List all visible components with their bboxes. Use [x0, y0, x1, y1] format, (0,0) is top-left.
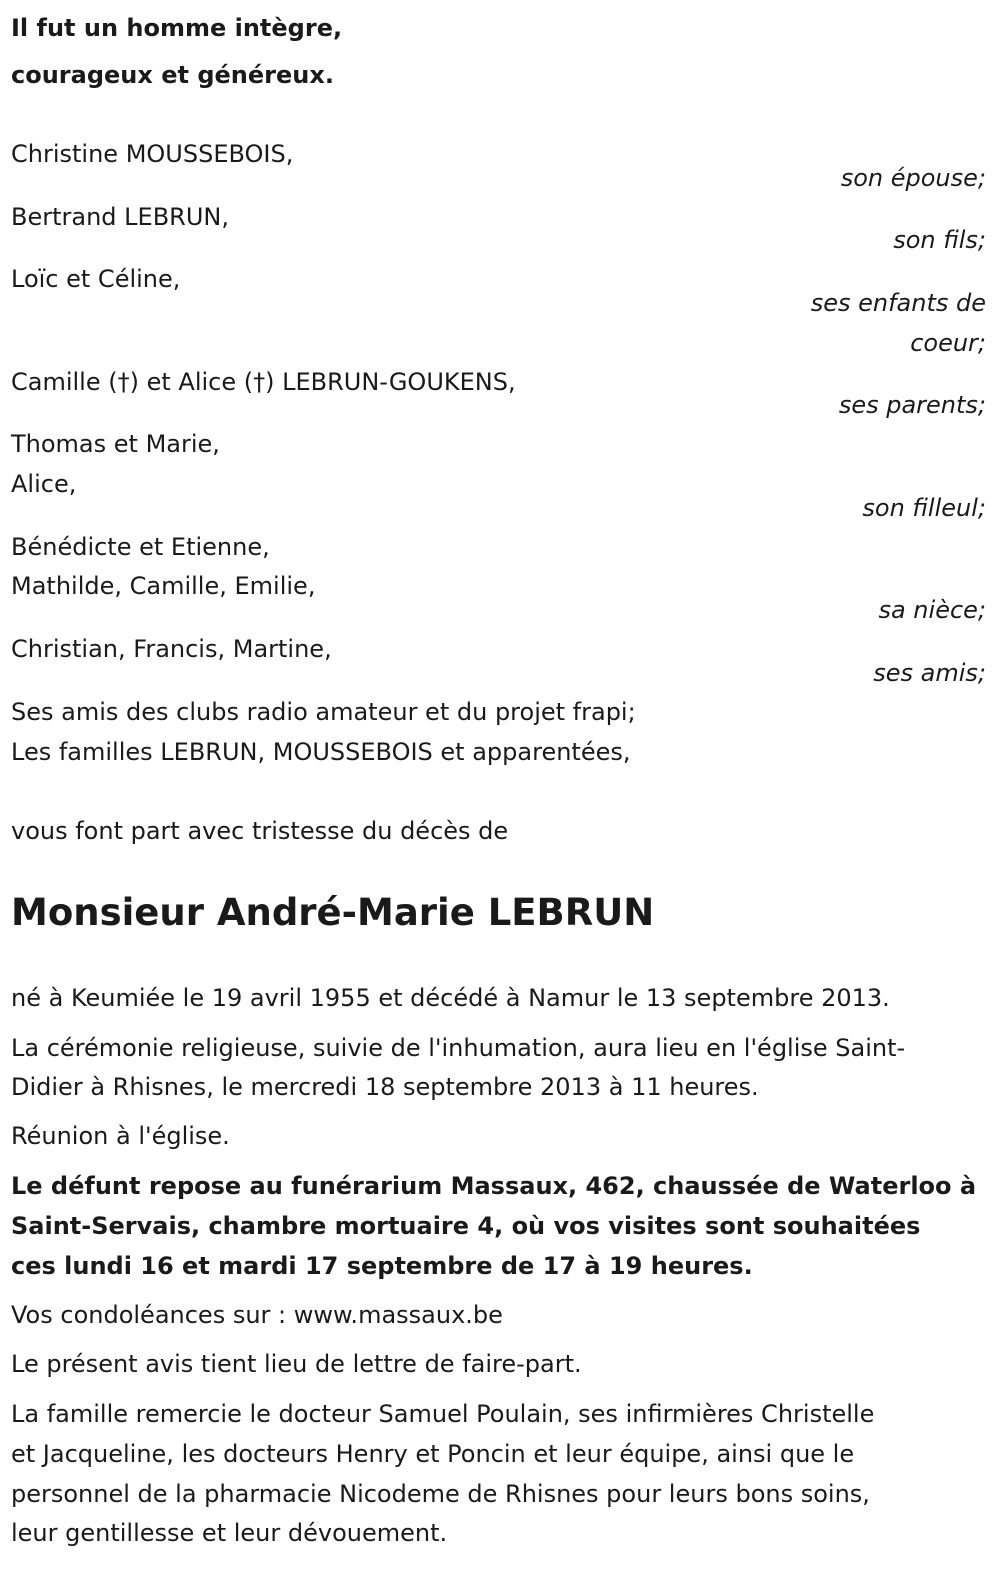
family-relation-heart-children-2: coeur;: [910, 329, 986, 357]
thanks-line-4: leur gentillesse et leur dévouement.: [11, 1519, 448, 1547]
family-name-spouse: Christine MOUSSEBOIS,: [11, 140, 294, 168]
family-name-niece-2: Mathilde, Camille, Emilie,: [11, 572, 316, 600]
thanks-line-3: personnel de la pharmacie Nicodeme de Rhisnes pour leurs bons soins,: [11, 1480, 870, 1508]
family-relation-parents: ses parents;: [838, 391, 986, 419]
family-relation-heart-children-1: ses enfants de: [810, 289, 986, 317]
meeting: Réunion à l'église.: [11, 1122, 230, 1150]
condolences: Vos condoléances sur : www.massaux.be: [11, 1301, 503, 1329]
family-name-friends: Christian, Francis, Martine,: [11, 635, 332, 663]
family-relation-son: son fils;: [893, 226, 986, 254]
family-relation-friends: ses amis;: [873, 659, 986, 687]
family-relation-spouse: son épouse;: [840, 164, 986, 192]
funeral-home-line-3: ces lundi 16 et mardi 17 septembre de 17 à 19 heures.: [11, 1252, 753, 1280]
intro-line-2: courageux et généreux.: [11, 61, 334, 89]
funeral-home-line-1: Le défunt repose au funérarium Massaux, 462, chaussée de Waterloo à: [11, 1172, 977, 1200]
deceased-name: Monsieur André-Marie LEBRUN: [11, 891, 655, 934]
birth-death: né à Keumiée le 19 avril 1955 et décédé à Namur le 13 septembre 2013.: [11, 984, 890, 1012]
intro-line-1: Il fut un homme intègre,: [11, 14, 343, 42]
thanks-line-2: et Jacqueline, les docteurs Henry et Poncin et leur équipe, ainsi que le: [11, 1440, 855, 1468]
announcement: vous font part avec tristesse du décès de: [11, 817, 509, 845]
funeral-home-line-2: Saint-Servais, chambre mortuaire 4, où vos visites sont souhaitées: [11, 1212, 921, 1240]
others-line-2: Les familles LEBRUN, MOUSSEBOIS et apparentées,: [11, 738, 631, 766]
others-line-1: Ses amis des clubs radio amateur et du projet frapi;: [11, 698, 636, 726]
family-relation-godchild: son filleul;: [862, 494, 986, 522]
family-relation-niece: sa nièce;: [878, 596, 986, 624]
ceremony-line-1: La cérémonie religieuse, suivie de l'inhumation, aura lieu en l'église Saint-: [11, 1034, 906, 1062]
notice: Le présent avis tient lieu de lettre de faire-part.: [11, 1350, 582, 1378]
family-name-parents: Camille (†) et Alice (†) LEBRUN-GOUKENS,: [11, 368, 516, 396]
family-name-heart-children: Loïc et Céline,: [11, 265, 181, 293]
family-name-godchild-1: Thomas et Marie,: [11, 430, 220, 458]
family-name-godchild-2: Alice,: [11, 470, 77, 498]
ceremony-line-2: Didier à Rhisnes, le mercredi 18 septembre 2013 à 11 heures.: [11, 1073, 759, 1101]
thanks-line-1: La famille remercie le docteur Samuel Poulain, ses infirmières Christelle: [11, 1400, 875, 1428]
family-name-son: Bertrand LEBRUN,: [11, 203, 229, 231]
family-name-niece-1: Bénédicte et Etienne,: [11, 533, 270, 561]
